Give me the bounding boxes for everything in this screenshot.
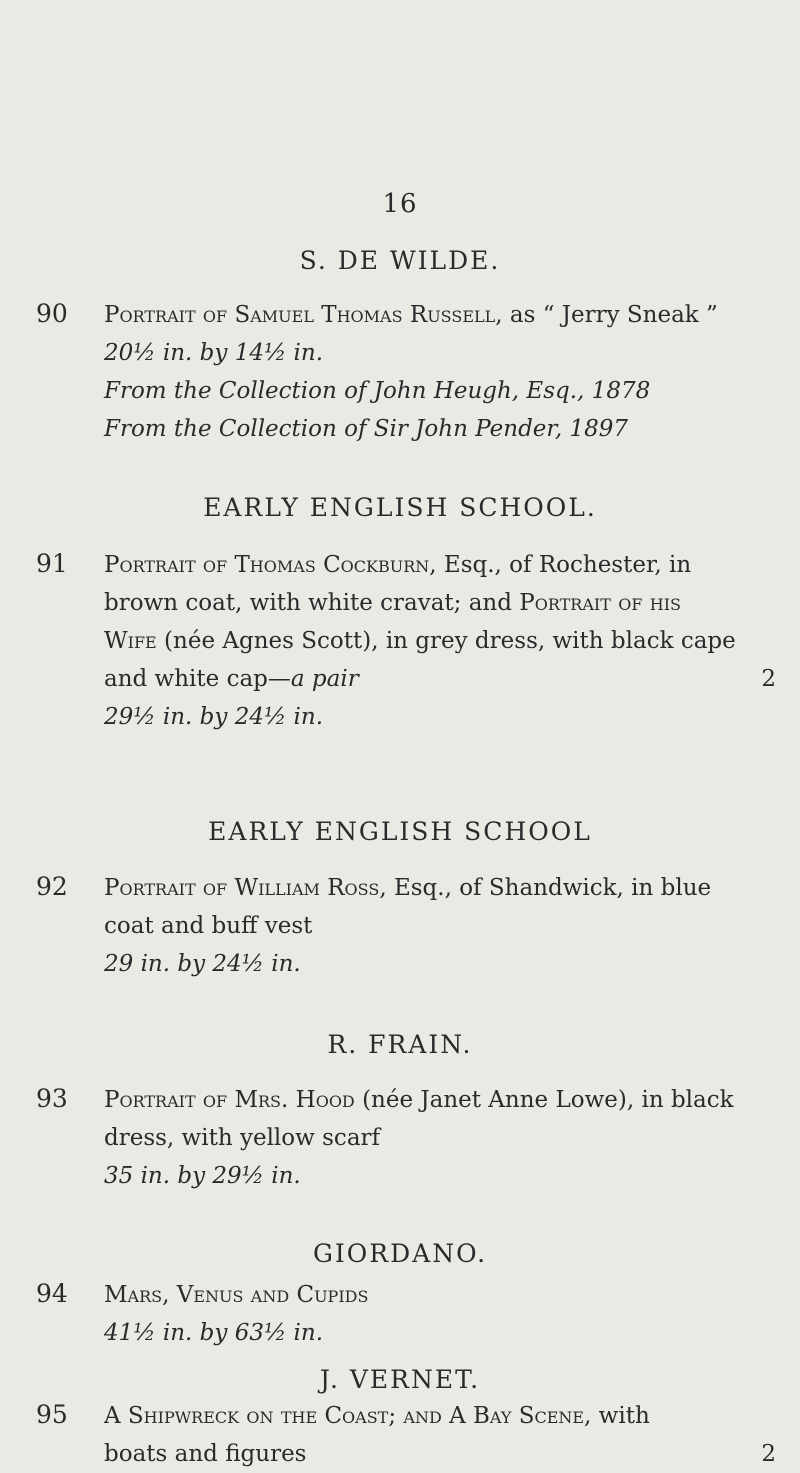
lot-dimensions: 20½ in. by 14½ in. [104,340,324,366]
lot-title: Portrait of Thomas Cockburn, [104,552,437,578]
lot-subtitle: Wife [104,628,157,654]
artist-heading: EARLY ENGLISH SCHOOL. [203,493,597,522]
lot-title: Portrait of Samuel Thomas Russell, [104,302,503,328]
lot-provenance: From the Collection of Sir John Pender, 1897 [104,416,629,442]
lot-number: 93 [36,1084,68,1113]
lot-provenance: From the Collection of John Heugh, Esq., 1878 [104,378,651,404]
artist-heading: R. FRAIN. [327,1030,473,1059]
lot-number: 90 [36,299,68,328]
lot-quantity: 2 [761,666,776,692]
artist-heading: S. DE WILDE. [299,246,501,275]
lot-description: as “ Jerry Sneak ” [502,302,718,328]
lot-description: (née Agnes Scott), in grey dress, with black cape [156,628,736,654]
artist-heading: EARLY ENGLISH SCHOOL [208,817,592,846]
lot-number: 91 [36,549,68,578]
lot-dimensions: 35 in. by 29½ in. [104,1163,301,1189]
lot-title: Portrait of Mrs. Hood [104,1087,355,1113]
lot-description: boats and figures [104,1441,307,1467]
lot-title: Mars, Venus and Cupids [104,1282,369,1308]
artist-heading: GIORDANO. [312,1239,488,1268]
lot-dimensions: 41½ in. by 63½ in. [104,1320,324,1346]
lot-dimensions: 29 in. by 24½ in. [104,951,301,977]
lot-description: brown coat, with white cravat; and [104,590,520,616]
lot-subtitle: Portrait of his [519,590,681,616]
lot-entry [104,546,776,736]
lot-number: 92 [36,872,68,901]
lot-quantity: 2 [761,1441,776,1467]
artist-heading: J. VERNET. [319,1365,481,1394]
lot-dimensions: 29½ in. by 24½ in. [104,704,324,730]
lot-description: Esq., of Rochester, in [436,552,692,578]
lot-description: (née Janet Anne Lowe), in black [354,1087,734,1113]
lot-entry [104,1276,776,1352]
lot-number: 95 [36,1400,68,1429]
lot-description: Esq., of Shandwick, in blue [386,875,712,901]
lot-description: dress, with yellow scarf [104,1125,381,1151]
lot-description: coat and buff vest [104,913,313,939]
lot-entry [104,1081,776,1195]
lot-entry [104,869,776,983]
lot-entry [104,296,776,448]
lot-title: Portrait of William Ross, [104,875,387,901]
lot-description: and white cap— [104,666,291,692]
lot-number: 94 [36,1279,68,1308]
lot-title: A Shipwreck on the Coast; and A Bay Scene, [104,1403,592,1429]
lot-note: a pair [290,666,359,692]
lot-description: with [591,1403,650,1429]
page-number: 16 [382,189,418,219]
lot-entry [104,1397,776,1473]
